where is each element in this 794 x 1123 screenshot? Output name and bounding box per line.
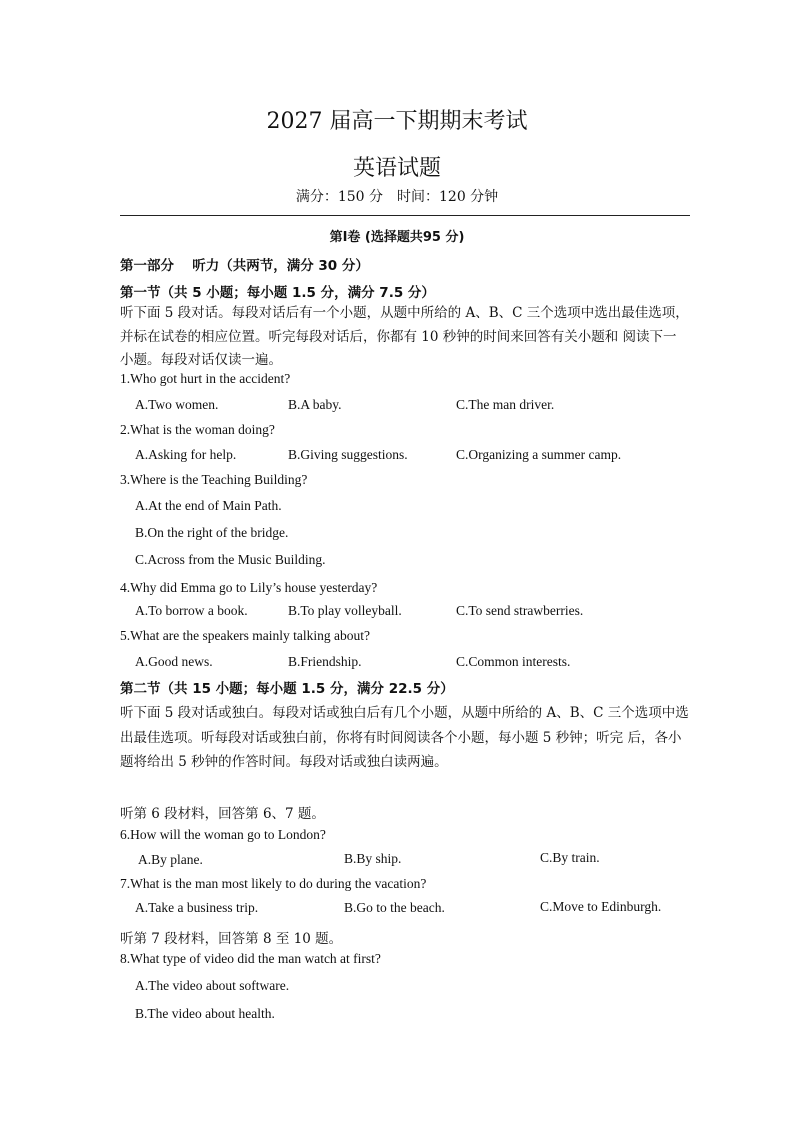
score-time: 满分：150 分 时间：120 分钟 xyxy=(295,189,499,205)
question-7: 7.What is the man most likely to do during the vacation? xyxy=(120,876,427,891)
q5-option-a: A.Good news. xyxy=(135,654,213,669)
q4-option-b: B.To play volleyball. xyxy=(288,603,402,618)
q8-option-b: B.The video about health. xyxy=(135,1006,275,1021)
exam-subject: 英语试题 xyxy=(352,156,441,181)
q6-option-a: A.By plane. xyxy=(138,852,203,867)
section2-heading: 第二节（共 15 小题；每小题 1.5 分，满分 22.5 分） xyxy=(120,681,454,697)
q1-option-a: A.Two women. xyxy=(135,397,219,412)
q6-option-b: B.By ship. xyxy=(344,851,402,866)
question-2: 2.What is the woman doing? xyxy=(120,422,275,437)
q5-option-c: C.Common interests. xyxy=(456,654,571,669)
section2-instructions: 听下面 5 段对话或独白。每段对话或独白后有几个小题，从题中所给的 A、B、C 三个选项中选出最佳选项。听每段对话或独白前，你将有时间阅读各个小题，每小题 5 秒钟；听完 后，各小题将给出 5 秒钟的作答时间。每段对话或独白读两遍。 xyxy=(120,705,689,770)
volume-label: 第Ⅰ卷 (选择题共95 分) xyxy=(329,230,465,245)
material-6-note: 听第 6 段材料，回答第 6、7 题。 xyxy=(120,806,325,822)
q7-option-a: A.Take a business trip. xyxy=(135,900,259,915)
q3-option-b: B.On the right of the bridge. xyxy=(135,525,289,540)
q3-option-a: A.At the end of Main Path. xyxy=(135,498,282,513)
part1-heading: 第一部分 听力（共两节，满分 30 分） xyxy=(120,258,369,274)
q2-option-a: A.Asking for help. xyxy=(135,447,237,462)
q6-option-c: C.By train. xyxy=(540,850,600,865)
exam-title: 2027 届高一下期期末考试 xyxy=(266,109,528,134)
q3-option-c: C.Across from the Music Building. xyxy=(135,552,326,567)
q2-option-c: C.Organizing a summer camp. xyxy=(456,447,622,462)
question-8: 8.What type of video did the man watch at first? xyxy=(120,951,381,966)
question-3: 3.Where is the Teaching Building? xyxy=(120,472,308,487)
q8-option-a: A.The video about software. xyxy=(135,978,290,993)
section1-heading: 第一节（共 5 小题；每小题 1.5 分，满分 7.5 分） xyxy=(120,285,435,301)
question-6: 6.How will the woman go to London? xyxy=(120,827,326,842)
question-4: 4.Why did Emma go to Lily’s house yesterday? xyxy=(120,580,378,595)
q7-option-c: C.Move to Edinburgh. xyxy=(540,899,662,914)
question-5: 5.What are the speakers mainly talking about? xyxy=(120,628,371,643)
q5-option-b: B.Friendship. xyxy=(288,654,362,669)
q7-option-b: B.Go to the beach. xyxy=(344,900,445,915)
q2-option-b: B.Giving suggestions. xyxy=(288,447,408,462)
q1-option-b: B.A baby. xyxy=(288,397,342,412)
q4-option-a: A.To borrow a book. xyxy=(135,603,248,618)
section1-instructions: 听下面 5 段对话。每段对话后有一个小题，从题中所给的 A、B、C 三个选项中选出最佳选项，并标在试卷的相应位置。听完每段对话后，你都有 10 秒钟的时间来回答有关小题和 阅读下一小题。每段对话仅读一遍。 xyxy=(120,305,689,368)
q4-option-c: C.To send strawberries. xyxy=(456,603,584,618)
question-1: 1.Who got hurt in the accident? xyxy=(120,371,291,386)
material-7-note: 听第 7 段材料，回答第 8 至 10 题。 xyxy=(120,931,343,947)
q1-option-c: C.The man driver. xyxy=(456,397,555,412)
header-divider xyxy=(120,215,690,216)
